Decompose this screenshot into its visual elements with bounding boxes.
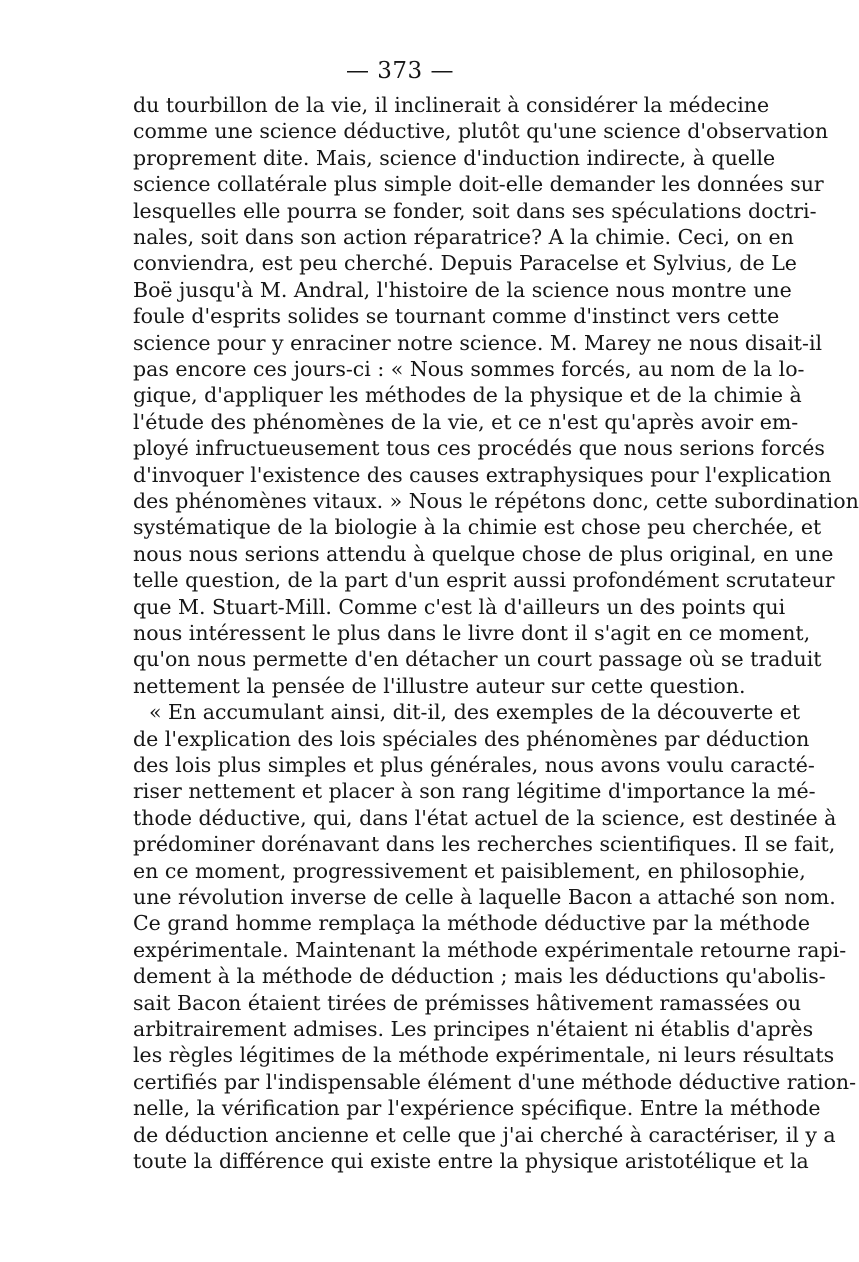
text-line: nelle, la vérification par l'expérience spécifique. Entre la méthode [133,1096,821,1121]
text-line: telle question, de la part d'un esprit aussi profondément scrutateur [133,568,835,593]
text-line: une révolution inverse de celle à laquelle Bacon a attaché son nom. [133,885,836,909]
text-line: arbitrairement admises. Les principes n'étaient ni établis d'après [133,1017,814,1041]
text-line: les règles légitimes de la méthode expérimentale, ni leurs résultats [133,1043,835,1068]
text-line: systématique de la biologie à la chimie est chose peu cherchée, et [133,515,822,540]
text-line: science collatérale plus simple doit-elle demander les données sur [133,172,824,197]
text-line: science pour y enraciner notre science. M. Marey ne nous disait-il [133,330,823,355]
page-number: — 373 — [345,58,455,84]
text-line: lesquelles elle pourra se fonder, soit dans ses spéculations doctri- [133,198,817,223]
text-line: nous nous serions attendu à quelque chose de plus original, en une [133,541,834,566]
text-line: de déduction ancienne et celle que j'ai cherché à caractériser, il y a [133,1122,836,1147]
text-line: pas encore ces jours-ci : « Nous sommes forcés, au nom de la lo- [133,357,805,381]
quote-first-line: « En accumulant ainsi, dit-il, des exemples de la découverte et [149,700,801,725]
text-line: comme une science déductive, plutôt qu'une science d'observation [133,119,829,144]
text-line: riser nettement et placer à son rang légitime d'importance la mé- [133,779,816,804]
text-line: qu'on nous permette d'en détacher un court passage où se traduit [133,647,822,672]
text-line: que M. Stuart-Mill. Comme c'est là d'ailleurs un des points qui [133,594,786,619]
text-line: foule d'esprits solides se tournant comme d'instinct vers cette [133,304,780,329]
text-line: dement à la méthode de déduction ; mais les déductions qu'abolis- [133,964,826,989]
text-line: nales, soit dans son action réparatrice? A la chimie. Ceci, on en [133,225,794,249]
text-line: gique, d'appliquer les méthodes de la physique et de la chimie à [133,383,802,408]
text-line: nous intéressent le plus dans le livre dont il s'agit en ce moment, [133,621,811,645]
text-line: d'invoquer l'existence des causes extraphysiques pour l'explication [133,462,832,487]
text-line: sait Bacon étaient tirées de prémisses hâtivement ramassées ou [133,990,802,1015]
text-line: l'étude des phénomènes de la vie, et ce n'est qu'après avoir em- [133,409,799,434]
text-line: Boë jusqu'à M. Andral, l'histoire de la science nous montre une [133,277,792,302]
text-line: prédominer dorénavant dans les recherches scientifiques. Il se fait, [133,832,836,857]
text-line: de l'explication des lois spéciales des phénomènes par déduction [133,726,810,751]
text-line: des phénomènes vitaux. » Nous le répétons donc, cette subordination [133,489,859,513]
text-line: en ce moment, progressivement et paisiblement, en philosophie, [133,858,806,883]
text-line: du tourbillon de la vie, il inclinerait à considérer la médecine [133,93,770,117]
paragraph-last-line: nettement la pensée de l'illustre auteur sur cette question. [133,673,746,698]
text-line: expérimentale. Maintenant la méthode expérimentale retourne rapi- [133,937,847,962]
text-line: toute la différence qui existe entre la physique aristotélique et la [133,1149,809,1173]
text-line: Ce grand homme remplaça la méthode déductive par la méthode [133,911,810,936]
text-line: proprement dite. Mais, science d'induction indirecte, à quelle [133,145,776,170]
text-line: thode déductive, qui, dans l'état actuel de la science, est destinée à [133,805,837,830]
text-line: des lois plus simples et plus générales, nous avons voulu caracté- [133,753,815,777]
text-line: certifiés par l'indispensable élément d'une méthode déductive ration- [133,1069,857,1094]
text-line: conviendra, est peu cherché. Depuis Paracelse et Sylvius, de Le [133,251,797,276]
text-line: ployé infructueusement tous ces procédés que nous serions forcés [133,436,825,461]
